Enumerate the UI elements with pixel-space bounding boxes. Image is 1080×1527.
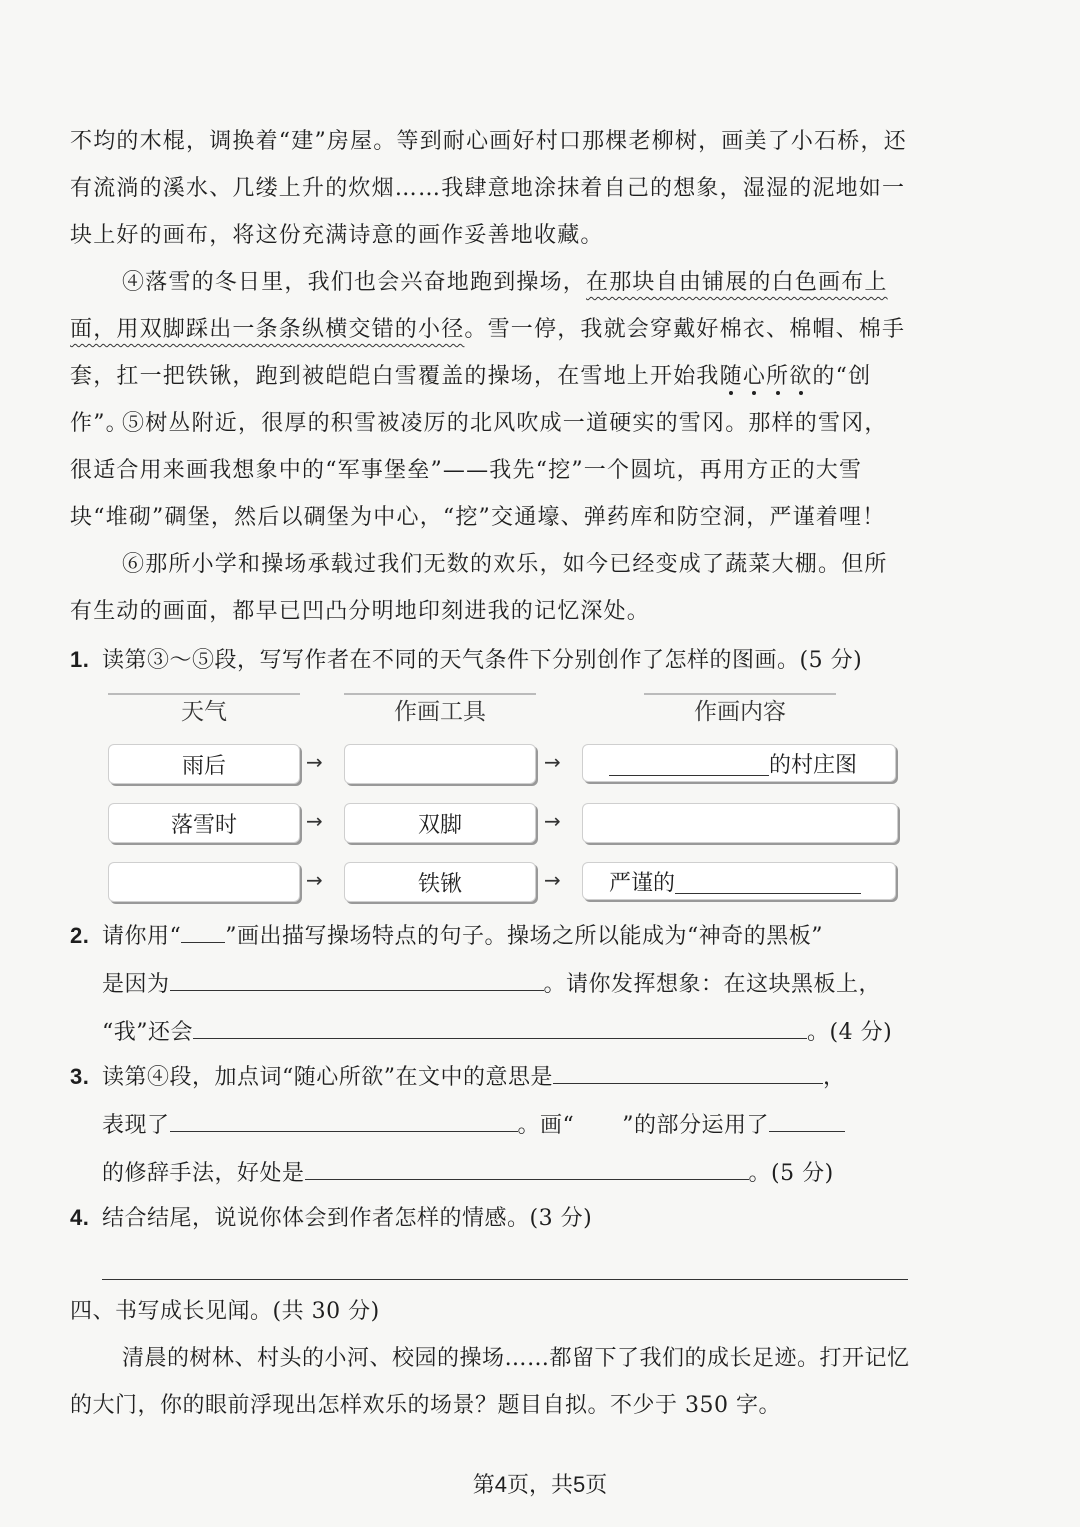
dotted-char-1: 随 [719,364,743,389]
row2-content-answer-box[interactable] [582,803,898,843]
row2-weather-box [108,803,300,843]
row1-content-suffix: 的村庄图 [769,752,858,778]
question-3-text-e: ”的部分运用了 [622,1113,770,1138]
p4-text-start: ④落雪的冬日里，我们也会兴奋地跑到操场， [122,270,587,295]
section-4-title: 四、书写成长见闻。(共 30 分) [70,1299,380,1324]
question-2-blank-reason[interactable] [170,960,544,991]
passage-paragraph-5: ⑤树丛附近，很厚的积雪被凌厉的北风吹成一道硬实的雪冈。那样的雪冈，很适合用来画我想象中的“军事堡垒”——我先“挖”一个圆坑，再用方正的大雪块“堆砌”碉堡，然后以碉堡为中心，“挖”交通壕、弹药库和防空洞，严谨着哩！ [70,411,888,530]
dotted-char-2: 心 [742,364,767,389]
row2-tool-box [344,803,536,843]
question-2-line-1 [70,912,910,960]
row1-arrow-2: → [544,750,561,774]
question-3-text-d: 。画“ [517,1113,575,1138]
question-2-line-3 [70,1008,910,1056]
question-2-text-c: 是因为 [102,972,170,997]
question-3-blank-shows[interactable] [170,1101,518,1132]
question-4-text: 结合结尾，说说你体会到作者怎样的情感。(3 分) [102,1206,593,1231]
question-4-number: 4. [70,1205,90,1230]
row3-arrow-2: → [544,868,561,892]
question-2-underline-sample [181,912,225,943]
dotted-char-4: 欲 [789,364,813,389]
row2-tool: 双脚 [417,812,462,838]
p4-text-end: 的“创作”。 [70,364,872,436]
question-1-number: 1. [70,647,90,672]
page-footer: 第4页，共5页 [472,1472,608,1497]
question-3-line-1 [70,1053,910,1101]
question-2-line-2 [70,960,910,1008]
question-3-text-a: 读第④段，加点词“随心所欲”在文中的意思是 [102,1065,553,1090]
p4-wavy-sentence: 在那块自由铺展的白色画布上面，用双脚踩出一条条纵横交错的小径 [70,270,888,342]
question-2-text-d: 。请你发挥想象：在这块黑板上， [543,972,882,997]
passage-paragraph-6: ⑥那所小学和操场承载过我们无数的欢乐，如今已经变成了蔬菜大棚。但所有生动的画面，都早已凹凸分明地印刻进我的记忆深处。 [70,552,888,624]
row3-tool: 铁锹 [417,871,462,897]
question-2-text-e: “我”还会 [102,1020,193,1045]
row2-arrow-2: → [544,809,561,833]
row3-content-prefix: 严谨的 [609,870,676,896]
question-3-text-b: ， [823,1065,846,1090]
row3-tool-box [344,862,536,902]
header-weather: 天气 [181,699,227,725]
question-3-number: 3. [70,1064,90,1089]
question-4 [70,1194,910,1242]
passage-paragraph-3-continued: 不均的木棍，调换着“建”房屋。等到耐心画好村口那棵老柳树，画美了小石桥，还有流淌的溪水、几缕上升的炊烟……我肆意地涂抹着自己的想象，湿湿的泥地如一块上好的画布，将这份充满诗意的画作妥善地收藏。 [70,129,907,248]
question-3-blank-meaning[interactable] [553,1053,823,1084]
question-2 [70,912,910,1056]
row1-weather-box [108,744,300,784]
row3-content-blank[interactable] [675,869,861,894]
question-3-line-3 [70,1149,910,1197]
question-3 [70,1053,910,1197]
p4-text-mid: 。雪一停，我就会穿戴好棉衣、棉帽、棉手套，扛一把铁锹，跑到被皑皑白雪覆盖的操场，在雪地上开始我 [70,317,906,389]
row2-weather: 落雪时 [170,812,237,838]
question-3-text-c: 表现了 [102,1113,170,1138]
question-3-wavy-sample [574,1106,622,1132]
dotted-char-3: 所 [766,364,790,389]
question-2-number: 2. [70,923,90,948]
question-3-text-f: 的修辞手法，好处是 [102,1161,305,1186]
question-2-blank-imagine[interactable] [193,1008,807,1039]
row1-arrow-1: → [306,750,323,774]
header-tool: 作画工具 [394,699,486,725]
question-1 [70,636,910,684]
row1-tool-answer-box[interactable] [344,744,536,784]
row2-arrow-1: → [306,809,323,833]
question-4-answer-line[interactable] [102,1279,908,1280]
header-content: 作画内容 [694,699,786,725]
question-1-text: 读第③～⑤段，写写作者在不同的天气条件下分别创作了怎样的图画。(5 分) [102,648,863,673]
row1-content-box[interactable] [582,744,896,782]
row1-content-blank[interactable] [609,751,769,776]
question-2-text-b: ”画出描写操场特点的句子。操场之所以能成为“神奇的黑板” [225,924,823,949]
question-3-blank-benefit[interactable] [305,1149,749,1180]
section-4-prompt: 清晨的树林、村头的小河、校园的操场……都留下了我们的成长足迹。打开记忆的大门，你的眼前浮现出怎样欢乐的场景？题目自拟。不少于 350 字。 [70,1346,910,1418]
row1-weather: 雨后 [181,753,226,779]
question-3-line-2 [70,1101,910,1149]
question-3-text-g: 。(5 分) [748,1161,834,1186]
question-2-text-a: 请你用“ [102,924,182,949]
question-3-blank-rhetoric[interactable] [769,1101,845,1132]
row3-content-box[interactable] [582,862,896,900]
question-2-text-f: 。(4 分) [807,1020,893,1045]
row3-arrow-1: → [306,868,323,892]
row3-weather-answer-box[interactable] [108,862,300,902]
